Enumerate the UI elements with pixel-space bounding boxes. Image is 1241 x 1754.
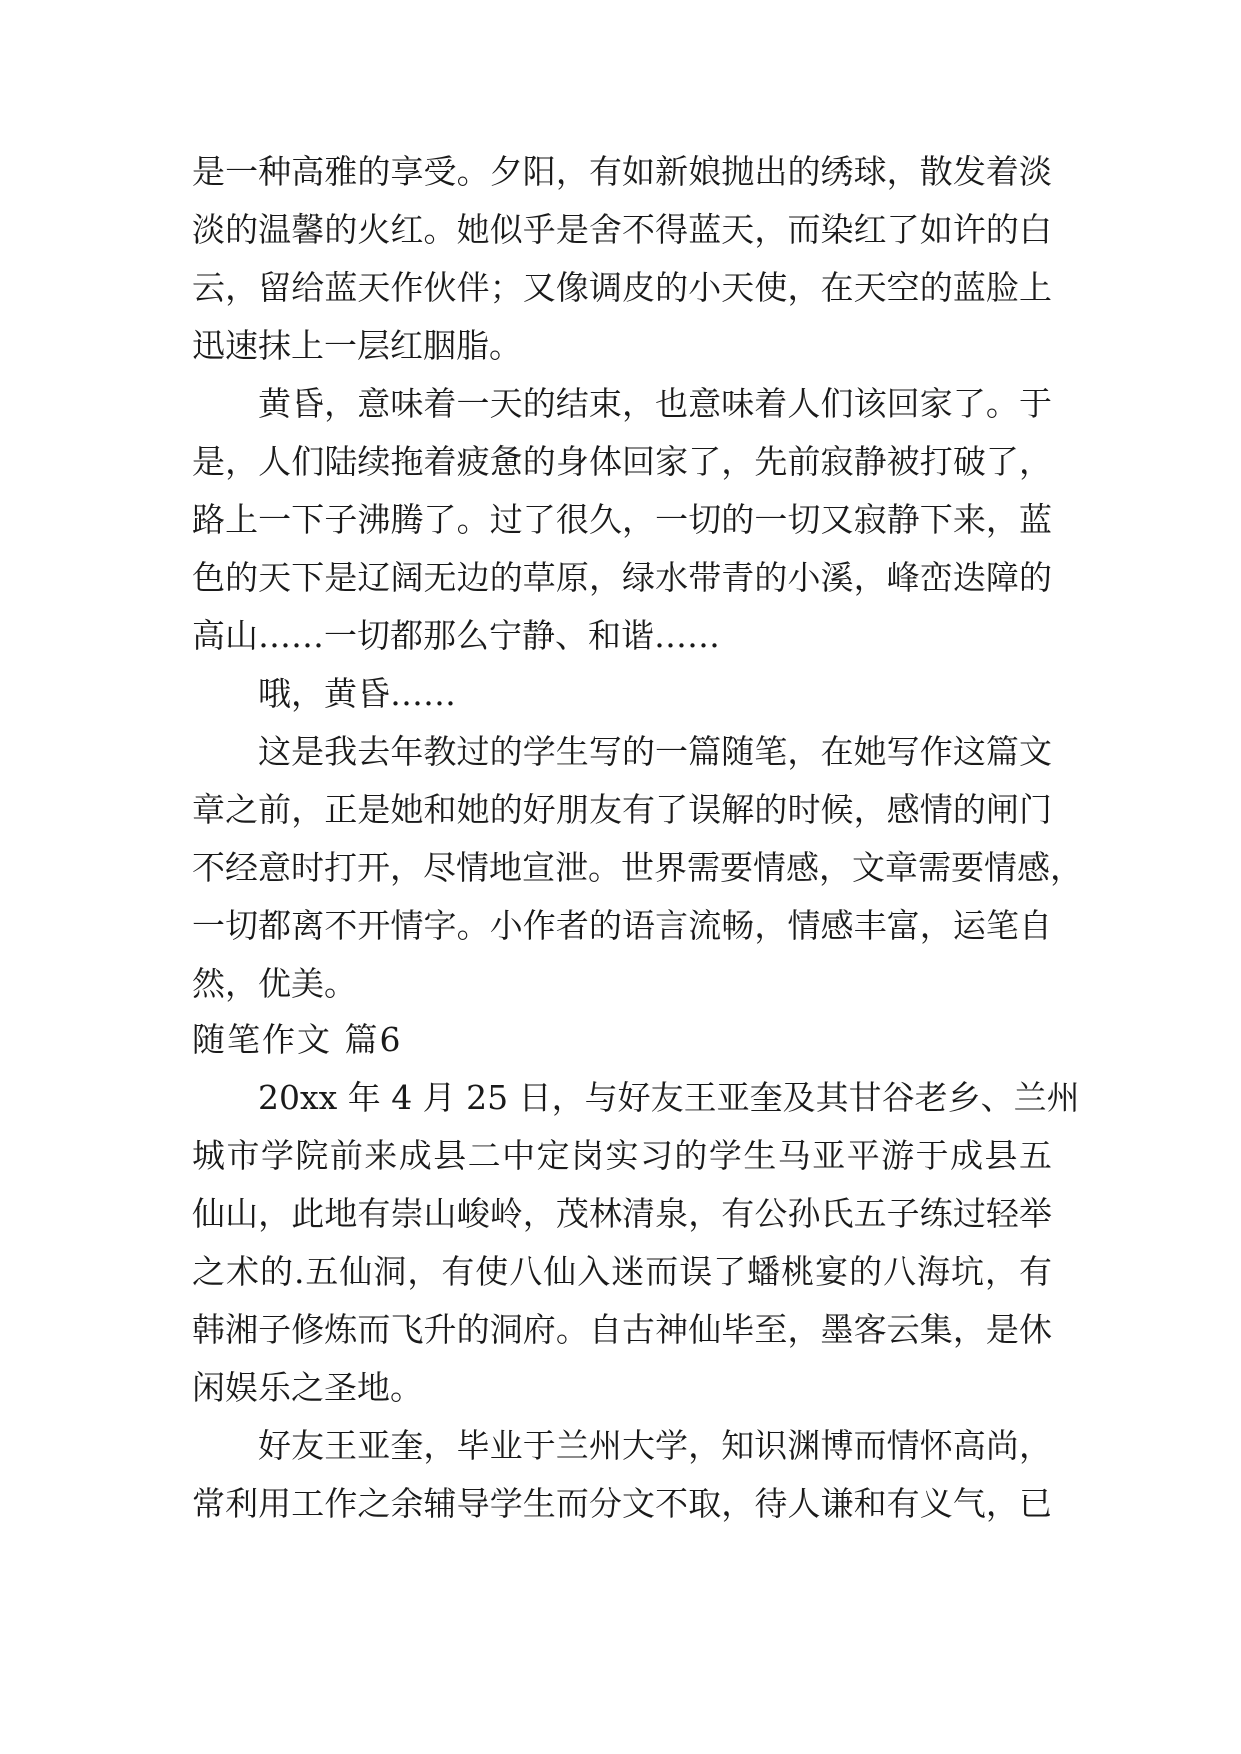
paragraph-line: 章之前，正是她和她的好朋友有了误解的时候，感情的闸门 bbox=[192, 790, 1052, 829]
paragraph-line: 好友王亚奎，毕业于兰州大学，知识渊博而情怀高尚， bbox=[258, 1426, 1052, 1465]
paragraph-line: 路上一下子沸腾了。过了很久，一切的一切又寂静下来，蓝 bbox=[192, 500, 1052, 539]
paragraph-line: 韩湘子修炼而飞升的洞府。自古神仙毕至，墨客云集，是休 bbox=[192, 1310, 1052, 1349]
paragraph-line: 哦，黄昏…… bbox=[258, 674, 456, 713]
paragraph-line: 然，优美。 bbox=[192, 964, 357, 1003]
paragraph-line: 闲娱乐之圣地。 bbox=[192, 1368, 423, 1407]
paragraph-line: 20xx 年 4 月 25 日，与好友王亚奎及其甘谷老乡、兰州 bbox=[258, 1078, 1080, 1117]
paragraph-line: 是，人们陆续拖着疲惫的身体回家了，先前寂静被打破了， bbox=[192, 442, 1052, 481]
paragraph-line: 之术的.五仙洞，有使八仙入迷而误了蟠桃宴的八海坑，有 bbox=[192, 1252, 1052, 1291]
paragraph-line: 仙山，此地有崇山峻岭，茂林清泉，有公孙氏五子练过轻举 bbox=[192, 1194, 1052, 1233]
paragraph-line: 一切都离不开情字。小作者的语言流畅，情感丰富，运笔自 bbox=[192, 906, 1052, 945]
paragraph-line: 常利用工作之余辅导学生而分文不取，待人谦和有义气，已 bbox=[192, 1484, 1052, 1523]
paragraph-line: 城市学院前来成县二中定岗实习的学生马亚平游于成县五 bbox=[192, 1136, 1052, 1175]
section-heading: 随笔作文 篇6 bbox=[192, 1020, 403, 1059]
paragraph-line: 色的天下是辽阔无边的草原，绿水带青的小溪，峰峦迭障的 bbox=[192, 558, 1052, 597]
paragraph-line: 云，留给蓝天作伙伴；又像调皮的小天使，在天空的蓝脸上 bbox=[192, 268, 1052, 307]
paragraph-line: 迅速抹上一层红胭脂。 bbox=[192, 326, 522, 365]
paragraph-line: 是一种高雅的享受。夕阳，有如新娘抛出的绣球，散发着淡 bbox=[192, 152, 1052, 191]
paragraph-line: 高山……一切都那么宁静、和谐…… bbox=[192, 616, 720, 655]
paragraph-line: 黄昏，意味着一天的结束，也意味着人们该回家了。于 bbox=[258, 384, 1052, 423]
paragraph-line: 这是我去年教过的学生写的一篇随笔，在她写作这篇文 bbox=[258, 732, 1052, 771]
paragraph-line: 淡的温馨的火红。她似乎是舍不得蓝天，而染红了如许的白 bbox=[192, 210, 1052, 249]
paragraph-line: 不经意时打开，尽情地宣泄。世界需要情感，文章需要情感， bbox=[192, 848, 1083, 887]
